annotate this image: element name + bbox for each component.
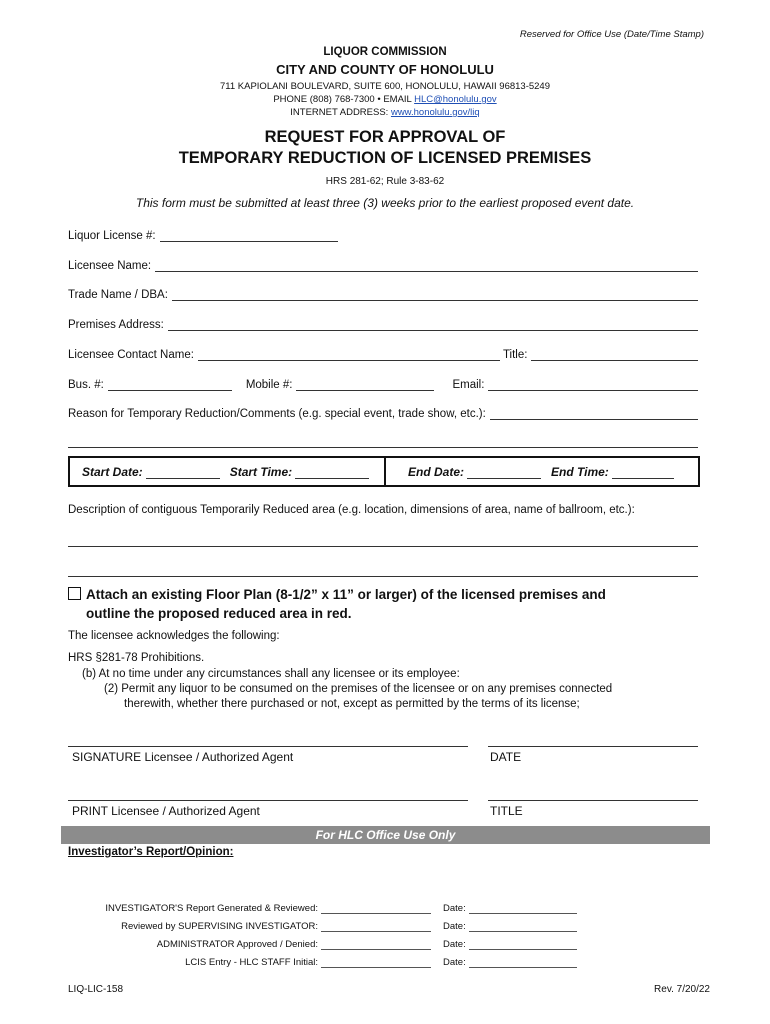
email-field[interactable]: [488, 378, 698, 391]
office-address: 711 KAPIOLANI BOULEVARD, SUITE 600, HONOLULU, HAWAII 96813-5249: [220, 81, 550, 92]
contact-line: [0, 94, 770, 105]
office-row-field[interactable]: [321, 921, 431, 932]
signature-label: SIGNATURE Licensee / Authorized Agent: [72, 750, 294, 764]
office-row-supervisor: [0, 921, 577, 932]
contact-title-field[interactable]: [531, 348, 698, 361]
start-date-field[interactable]: [146, 466, 220, 479]
mobile-number-label: Mobile #:: [245, 379, 293, 391]
office-row-label: ADMINISTRATOR Approved / Denied:: [156, 939, 318, 950]
end-time-field[interactable]: [612, 466, 674, 479]
office-row-field[interactable]: [321, 939, 431, 950]
area-description-field-1[interactable]: [68, 546, 698, 547]
end-group: [408, 458, 674, 485]
submission-notice: This form must be submitted at least three (3) weeks prior to the earliest proposed event date.: [135, 196, 635, 210]
investigator-report-heading: Investigator’s Report/Opinion:: [68, 846, 234, 858]
start-date-label: Start Date:: [82, 464, 143, 479]
title-field[interactable]: [488, 800, 698, 801]
office-row-label: Reviewed by SUPERVISING INVESTIGATOR:: [121, 921, 318, 932]
start-time-field[interactable]: [295, 466, 369, 479]
office-row-field[interactable]: [321, 903, 431, 914]
premises-address-row: [68, 315, 698, 331]
city-name: CITY AND COUNTY OF HONOLULU: [276, 62, 494, 77]
end-date-label: End Date:: [408, 464, 465, 479]
date-box-divider: [384, 458, 386, 485]
acknowledgement-intro: The licensee acknowledges the following:: [68, 630, 280, 642]
office-row-date-field[interactable]: [469, 939, 577, 950]
contact-name-label: Licensee Contact Name:: [68, 349, 194, 361]
form-number: LIQ-LIC-158: [68, 984, 124, 995]
contact-title-label: Title:: [502, 349, 528, 361]
area-description-label: Description of contiguous Temporarily Reduced area (e.g. location, dimensions of area, name of ballroom, etc.):: [68, 504, 635, 516]
bus-number-field[interactable]: [108, 378, 232, 391]
office-row-label: INVESTIGATOR'S Report Generated & Reviewed:: [105, 903, 318, 914]
trade-name-label: Trade Name / DBA:: [68, 289, 168, 301]
mobile-number-field[interactable]: [296, 378, 434, 391]
statute-reference: HRS 281-62; Rule 3-83-62: [325, 176, 445, 187]
email-link[interactable]: HLC@honolulu.gov: [414, 94, 497, 105]
office-row-date-label: Date:: [443, 939, 466, 950]
premises-address-field[interactable]: [168, 318, 698, 331]
license-number-label: Liquor License #:: [68, 230, 156, 242]
office-row-date-field[interactable]: [469, 921, 577, 932]
office-use-banner: For HLC Office Use Only: [61, 826, 710, 844]
date-field[interactable]: [488, 746, 698, 747]
licensee-name-field[interactable]: [155, 259, 698, 272]
print-name-field[interactable]: [68, 800, 468, 801]
trade-name-field[interactable]: [172, 288, 698, 301]
office-row-date-field[interactable]: [469, 957, 577, 968]
office-row-field[interactable]: [321, 957, 431, 968]
event-dates-box: [68, 456, 700, 487]
web-label: INTERNET ADDRESS:: [290, 107, 391, 118]
end-date-field[interactable]: [467, 466, 541, 479]
office-row-administrator: [0, 939, 577, 950]
office-row-investigator: [0, 903, 577, 914]
start-time-label: Start Time:: [229, 464, 293, 479]
office-row-date-label: Date:: [443, 903, 466, 914]
license-number-row: [68, 226, 338, 242]
office-row-date-field[interactable]: [469, 903, 577, 914]
reason-row: [68, 404, 698, 420]
web-line: [0, 107, 770, 118]
law-item-2: (2) Permit any liquor to be consumed on the premises of the licensee or on any premises connected: [104, 683, 613, 695]
office-row-label: LCIS Entry - HLC STAFF Initial:: [185, 957, 318, 968]
license-number-field[interactable]: [160, 229, 338, 242]
law-heading: HRS §281-78 Prohibitions.: [68, 652, 205, 664]
form-title-line2: TEMPORARY REDUCTION OF LICENSED PREMISES: [178, 149, 592, 167]
phone-email-row: [68, 375, 698, 391]
office-row-date-label: Date:: [443, 957, 466, 968]
phone-text: PHONE (808) 768-7300 • EMAIL: [273, 94, 415, 105]
signature-field[interactable]: [68, 746, 468, 747]
contact-row: [68, 345, 698, 361]
contact-name-field[interactable]: [198, 348, 500, 361]
licensee-name-row: [68, 256, 698, 272]
office-row-lcis: [0, 957, 577, 968]
org-name: LIQUOR COMMISSION: [323, 46, 447, 58]
office-stamp-note: Reserved for Office Use (Date/Time Stamp): [519, 29, 704, 40]
reason-field-continued[interactable]: [68, 447, 698, 448]
trade-name-row: [68, 285, 698, 301]
web-link[interactable]: www.honolulu.gov/liq: [390, 107, 480, 118]
floor-plan-text-2: outline the proposed reduced area in red.: [86, 606, 352, 621]
end-time-label: End Time:: [551, 464, 609, 479]
licensee-name-label: Licensee Name:: [68, 260, 152, 272]
office-row-date-label: Date:: [443, 921, 466, 932]
email-label: Email:: [452, 379, 485, 391]
print-name-label: PRINT Licensee / Authorized Agent: [72, 804, 260, 818]
start-group: [82, 458, 369, 485]
date-label: DATE: [490, 750, 522, 764]
revision-date: Rev. 7/20/22: [654, 984, 710, 995]
form-title-line1: REQUEST FOR APPROVAL OF: [264, 128, 506, 146]
bus-number-label: Bus. #:: [68, 379, 104, 391]
floor-plan-instruction: [68, 585, 708, 623]
law-item-2-continued: therewith, whether there purchased or not, except as permitted by the terms of its license;: [124, 698, 580, 710]
reason-label: Reason for Temporary Reduction/Comments (e.g. special event, trade show, etc.):: [68, 408, 486, 420]
reason-field[interactable]: [490, 407, 698, 420]
floor-plan-text-1: Attach an existing Floor Plan (8-1/2” x 11” or larger) of the licensed premises and: [86, 587, 606, 602]
floor-plan-checkbox[interactable]: [68, 587, 81, 600]
area-description-field-2[interactable]: [68, 576, 698, 577]
law-clause-b: (b) At no time under any circumstances shall any licensee or its employee:: [82, 668, 460, 680]
premises-address-label: Premises Address:: [68, 319, 164, 331]
title-label: TITLE: [490, 804, 523, 818]
